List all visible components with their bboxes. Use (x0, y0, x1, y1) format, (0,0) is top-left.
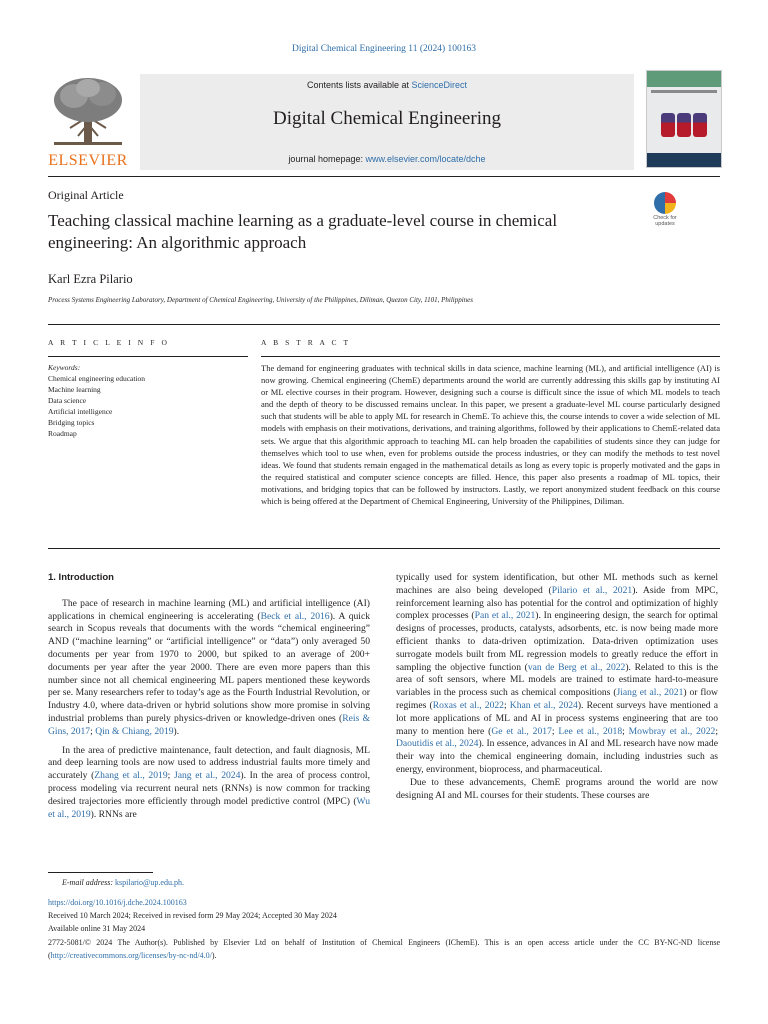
citation-link[interactable]: Roxas et al., 2022 (432, 699, 504, 711)
citation-link[interactable]: van de Berg et al., 2022 (527, 661, 626, 673)
body-paragraph (48, 598, 370, 739)
crossmark-label: Check for updates (653, 215, 677, 227)
keyword-item: Roadmap (48, 429, 77, 438)
journal-reference-link[interactable]: Digital Chemical Engineering 11 (2024) 100163 (291, 44, 477, 54)
body-text: ). Recent surveys have mentioned a lot more applications of ML and AI in process systems engineering that are too many to mention here ( (396, 699, 718, 737)
homepage-link[interactable]: www.elsevier.com/locate/dche (365, 154, 486, 164)
body-text: ). In essence, advances in AI and ML research have now made their way into the chemical engineering domain, including industries such as energy, environment, bioprocess, and pharmaceutical. (396, 738, 718, 775)
publisher-wordmark: ELSEVIER (48, 152, 128, 169)
article-info-rule (48, 356, 248, 357)
citation-link[interactable]: Zhang et al., 2019 (94, 770, 168, 782)
body-text: ). A quick search in Scopus reveals that documents with the words “chemical engineering” AND (“machine learning” or “artificial intelligence” or “data”) only averaged 50 documents per year from 1970 to 2000, but spiked to an average of 200+ documents per year after the year 2000. There are even more papers than this number since not all chemical engineering ML papers mentioned these keywords per se. Many researchers refer to today’s age as the Fourth Industrial Revolution, or Industry 4.0, where data-driven or hybrid solutions show more promise in solving industrial problems than purely physics-driven or knowledge-driven ones ( (48, 610, 371, 724)
author-affiliation: Process Systems Engineering Laboratory, Department of Chemical Engineering, University of the Philippines, Diliman, Quezon City, 1101, Philippines (48, 296, 474, 304)
body-text: ). In the area of process control, process modeling via recurrent neural nets (RNNs) is now common for tracking desired trajectories more efficiently through model predictive control (MPC) ( (48, 770, 370, 807)
header-rule (48, 176, 720, 177)
abstract-heading: A B S T R A C T (261, 338, 351, 347)
abstract-rule (261, 356, 720, 357)
citation-link[interactable]: Pan et al., 2021 (474, 610, 536, 622)
contents-prefix: Contents lists available at (306, 80, 412, 90)
article-type: Original Article (48, 188, 124, 202)
keyword-item: Data science (48, 396, 87, 405)
journal-title: Digital Chemical Engineering (273, 108, 501, 129)
section-rule (48, 324, 720, 325)
keywords-block (48, 362, 248, 439)
cover-graphic (661, 113, 675, 137)
body-text: The pace of research in machine learning (ML) and artificial intelligence (AI) applications in chemical engineering is accelerating ( (48, 597, 370, 622)
copyright-notice (48, 937, 720, 962)
article-title: Teaching classical machine learning as a graduate-level course in chemical engineering: An algorithmic approach (48, 211, 558, 252)
body-text: ) or flow regimes ( (396, 687, 718, 711)
journal-header-box (140, 74, 634, 170)
keyword-item: Artificial intelligence (48, 407, 113, 416)
body-text: ; (551, 725, 559, 737)
citation-link[interactable]: Jang et al., 2024 (173, 770, 241, 782)
citation-link[interactable]: Daoutidis et al., 2024 (396, 738, 479, 750)
keywords-heading: Keywords: (48, 363, 81, 372)
crossmark-icon (654, 192, 676, 214)
body-column-left (48, 572, 370, 821)
citation-link[interactable]: Reis & Gins, 2017 (48, 712, 370, 737)
author-email-footnote (62, 878, 184, 887)
license-link[interactable]: http://creativecommons.org/licenses/by-nc-nd/4.0/ (50, 950, 212, 960)
available-online-date: Available online 31 May 2024 (48, 924, 146, 933)
citation-link[interactable]: Jiang et al., 2021 (616, 687, 684, 699)
section-heading-introduction: 1. Introduction (48, 572, 114, 583)
copyright-text: ). (211, 950, 217, 960)
email-label: E-mail address: (62, 878, 114, 887)
body-text: ; (167, 770, 174, 782)
cover-graphic (693, 113, 707, 137)
body-text: ; (715, 725, 718, 737)
cover-title-bar (651, 90, 717, 93)
cover-header-strip (647, 71, 721, 87)
sciencedirect-link[interactable]: ScienceDirect (411, 80, 468, 90)
citation-link[interactable]: Khan et al., 2024 (509, 699, 578, 711)
copyright-text: 2772-5081/© 2024 The Author(s). Published by Elsevier Ltd on behalf of Institution of Chemical Engineers (IChemE). This is an open access article under the CC BY-NC-ND license ( (48, 938, 720, 960)
body-text: ; (90, 725, 96, 737)
contents-availability (140, 80, 634, 90)
body-column-right (396, 572, 718, 802)
citation-link[interactable]: Ge et al., 2017 (491, 725, 552, 737)
keyword-item: Machine learning (48, 385, 101, 394)
tree-icon (48, 74, 128, 150)
citation-link[interactable]: Lee et al., 2018 (558, 725, 623, 737)
citation-link[interactable]: Wu et al., 2019 (48, 795, 370, 820)
author-name: Karl Ezra Pilario (48, 272, 133, 286)
footnote-rule (48, 872, 153, 873)
body-text: ). RNNs are (90, 808, 137, 820)
body-text: ). Aside from MPC, reinforcement learning also has potential for the control and optimization of highly complex processes ( (396, 584, 718, 622)
body-text: ). In engineering design, the search for optimal designs of processes, products, catalysts, adsorbents, etc. is now being made more efficient thanks to data-driven optimization. Data-driven optimization uses surrogate models built from ML regression models to greatly reduce the effort in sampling the objective function ( (396, 610, 718, 673)
citation-link[interactable]: Pilario et al., 2021 (551, 584, 633, 596)
homepage-prefix: journal homepage: (288, 154, 366, 164)
body-text: ; (503, 699, 510, 711)
journal-cover-thumbnail[interactable] (646, 70, 722, 168)
received-dates: Received 10 March 2024; Received in revised form 29 May 2024; Accepted 30 May 2024 (48, 911, 337, 920)
journal-masthead (48, 70, 720, 170)
doi-link[interactable]: https://doi.org/10.1016/j.dche.2024.100163 (48, 898, 187, 907)
citation-link[interactable]: Beck et al., 2016 (260, 610, 330, 622)
keyword-item: Bridging topics (48, 418, 95, 427)
citation-link[interactable]: Mowbray et al., 2022 (628, 725, 716, 737)
article-info-heading: A R T I C L E I N F O (48, 338, 170, 347)
email-link[interactable]: kspilario@up.edu.ph. (115, 878, 184, 887)
citation-link[interactable]: Qin & Chiang, 2019 (95, 725, 174, 737)
body-paragraph (48, 745, 370, 822)
body-text: ; (622, 725, 629, 737)
body-text: typically used for system identification, but other ML methods such as kernel machines are also being developed ( (396, 572, 718, 596)
body-rule (48, 548, 720, 549)
keyword-item: Chemical engineering education (48, 374, 146, 383)
body-text: ). (173, 725, 180, 737)
body-text: In the area of predictive maintenance, fault detection, and fault diagnosis, ML and deep learning tools are now used to address industrial faults more timely and accurately ( (48, 744, 370, 782)
body-paragraph: Due to these advancements, ChemE programs around the world are now designing AI and ML courses for their students. These courses are (396, 776, 718, 801)
abstract-text: The demand for engineering graduates with technical skills in data science, machine learning (ML), and artificial intelligence (AI) is now growing. Chemical engineering (ChemE) departments around the world are currently addressing this skills gap by instituting AI or ML elective courses in their program. However, designing such a course is difficult since the issue of which ML models to teach and the depth of theory to be discussed remains unclear. In this paper, we present a graduate-level ML course particularly designed such that students will be able to apply ML for research in ChemE. To achieve this, the course intends to cover a wide selection of ML models with emphasis on their motivations, derivations, and training algorithms, followed by their applications to ChemE-related data sets. We argue that this algorithmic approach to teaching ML can help broaden the capabilities of students since they can judge for themselves which tool to use when, even for problems outside the process industries, or they can modify the methods to test novel ideas. We found that students remain engaged in the mathematical details as long as every topic is properly motivated and the gaps in the required statistical and computer science concepts are filled. Hence, this paper also presents a roadmap of ML topics, their motivations, and bridging topics that can be followed by instructors. Lastly, we report anonymized student feedback on this course which is being offered at the Department of Chemical Engineering, University of the Philippines, Diliman. (261, 363, 720, 507)
journal-homepage (140, 154, 634, 164)
cover-footer-strip (647, 153, 721, 167)
body-text: ). Related to this is the area of soft sensors, where ML models are trained to estimate hard-to-measure variables in the process such as chemical compositions ( (396, 661, 718, 699)
publisher-logo[interactable] (48, 74, 128, 170)
body-paragraph (396, 572, 718, 777)
cover-graphic (677, 113, 691, 137)
check-for-updates-button[interactable] (648, 192, 682, 232)
